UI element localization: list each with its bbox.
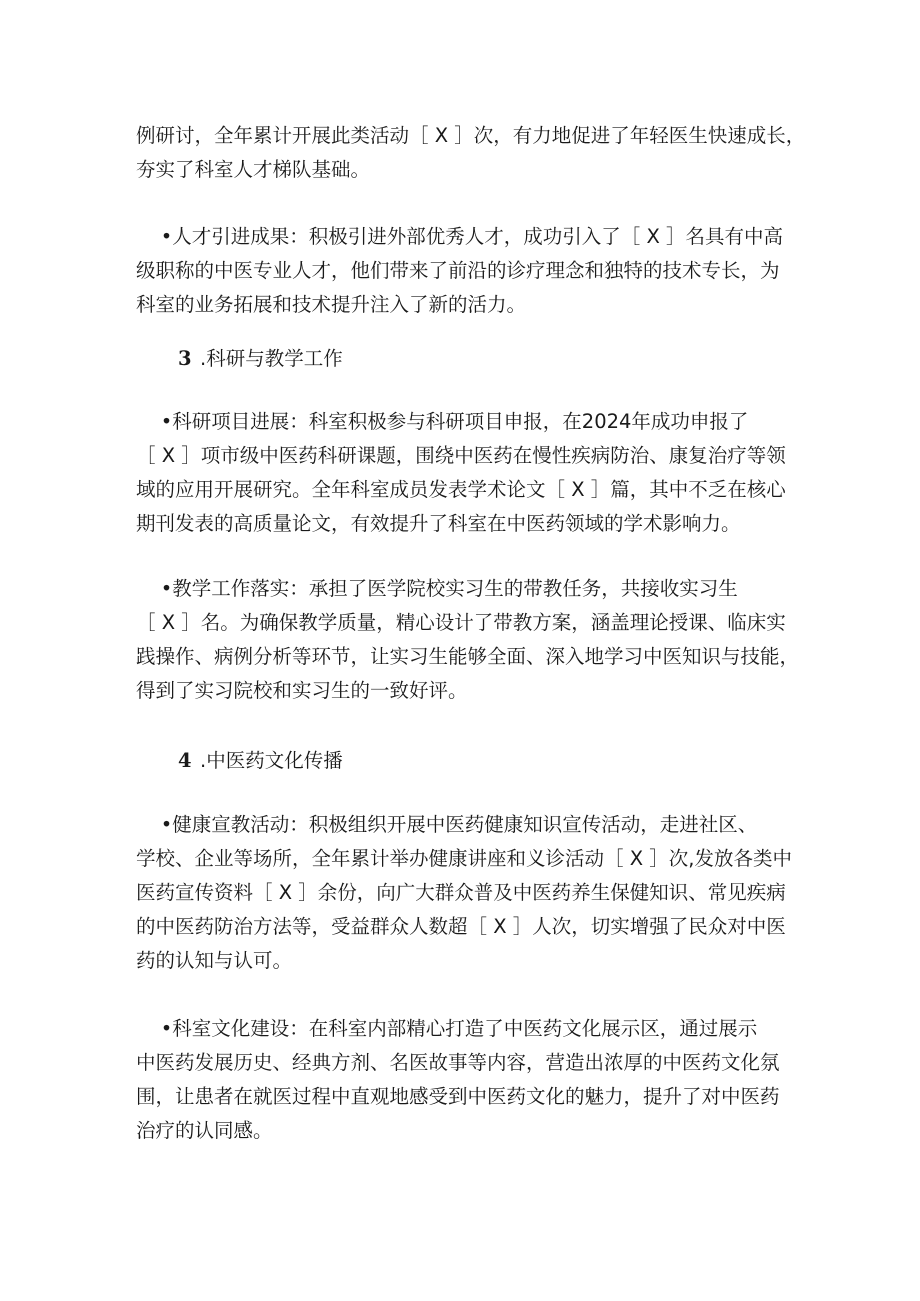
heading-text: .中医药文化传播 [200, 749, 343, 772]
text-line: 医药宣传资料［ X ］余份，向广大群众普及中医药养生保健知识、常见疾病 [136, 881, 786, 904]
text-line: 级职称的中医专业人才，他们带来了前沿的诊疗理念和独特的技术专长，为 [136, 259, 780, 282]
text-line: 药的认知与认可。 [136, 949, 293, 972]
text-line: ［ X ］项市级中医药科研课题，围绕中医药在慢性疾病防治、康复治疗等领 [136, 444, 786, 467]
text-line: •教学工作落实：承担了医学院校实习生的带教任务，共接收实习生 [136, 577, 738, 600]
text-line: 得到了实习院校和实习生的一致好评。 [136, 679, 468, 702]
text-line: 域的应用开展研究。全年科室成员发表学术论文［ X ］篇，其中不乏在核心 [136, 478, 786, 501]
text-line: 中医药发展历史、经典方剂、名医故事等内容，营造出浓厚的中医药文化氛 [136, 1051, 780, 1074]
text-line: 围，让患者在就医过程中直观地感受到中医药文化的魅力，提升了对中医药 [136, 1085, 780, 1108]
paragraph-talent-training [136, 119, 806, 187]
text-line: 期刊发表的高质量论文，有效提升了科室在中医药领域的学术影响力。 [136, 512, 741, 535]
text-line: •人才引进成果：积极引进外部优秀人才，成功引入了［ X ］名具有中高 [136, 225, 784, 248]
text-line: •健康宣教活动：积极组织开展中医药健康知识宣传活动，走进社区、 [136, 813, 758, 836]
paragraph-department-culture [136, 1012, 806, 1148]
heading-number: 3 [178, 347, 192, 370]
text-line: ［ X ］名。为确保教学质量，精心设计了带教方案，涵盖理论授课、临床实 [136, 611, 786, 634]
paragraph-talent-introduction [136, 220, 806, 322]
text-line: 科室的业务拓展和技术提升注入了新的活力。 [136, 293, 527, 316]
text-line: 学校、企业等场所，全年累计举办健康讲座和义诊活动［ X ］次,发放各类中 [136, 847, 792, 870]
text-line: 的中医药防治方法等，受益群众人数超［ X ］人次，切实增强了民众对中医 [136, 915, 786, 938]
text-line: •科室文化建设：在科室内部精心打造了中医药文化展示区，通过展示 [136, 1017, 758, 1040]
heading-text: .科研与教学工作 [200, 347, 343, 370]
heading-number: 4 [178, 749, 192, 772]
text-line: •科研项目进展：科室积极参与科研项目申报，在2024年成功申报了 [136, 410, 749, 433]
paragraph-teaching-work [136, 572, 806, 708]
text-line: 例研讨，全年累计开展此类活动［ X ］次，有力地促进了年轻医生快速成长， [136, 124, 806, 147]
text-line: 治疗的认同感。 [136, 1119, 273, 1142]
paragraph-health-education [136, 808, 806, 978]
text-line: 夯实了科室人才梯队基础。 [136, 158, 371, 181]
section-heading-research-teaching [178, 342, 343, 376]
section-heading-culture-spread [178, 744, 343, 778]
paragraph-research-progress [136, 405, 806, 541]
text-line: 践操作、病例分析等环节，让实习生能够全面、深入地学习中医知识与技能， [136, 645, 800, 668]
